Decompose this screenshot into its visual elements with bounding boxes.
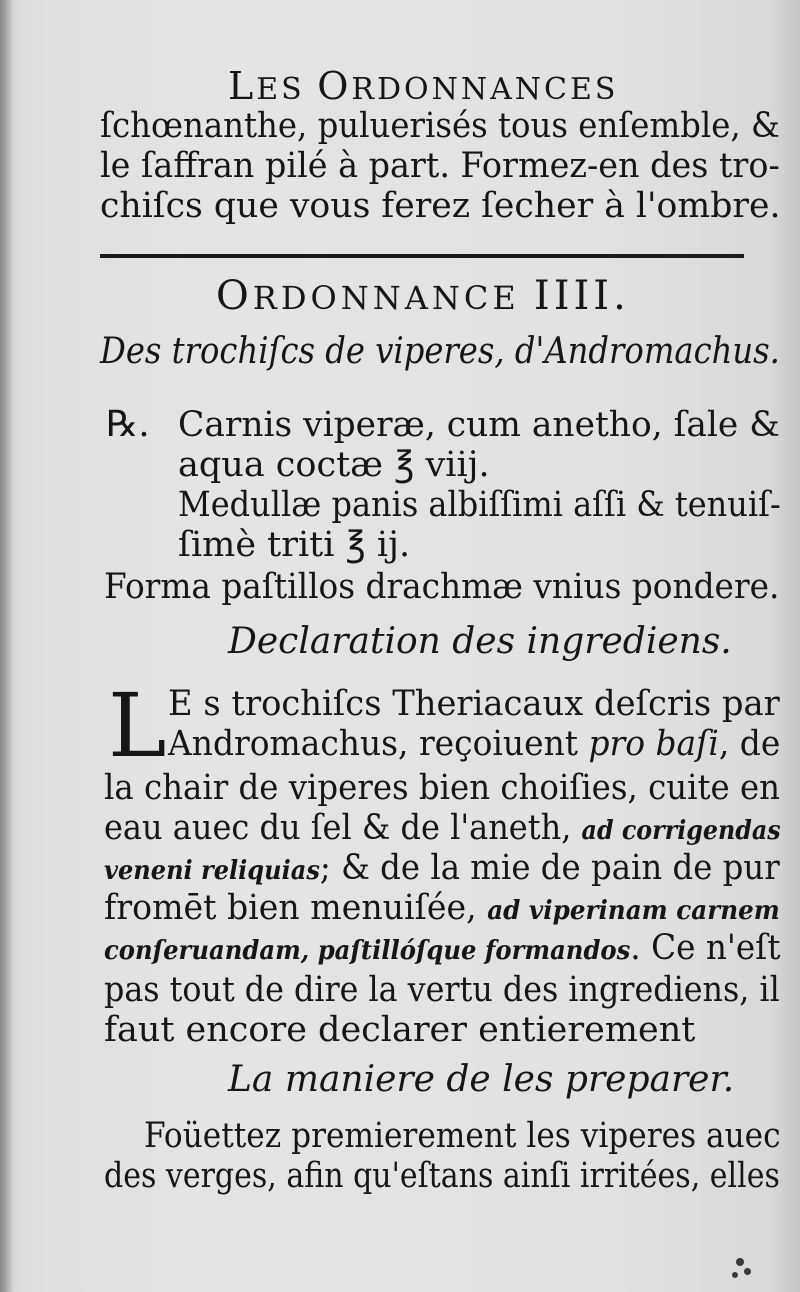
latin-phrase: conſeruandam, paſtillóſque formandos: [104, 936, 631, 966]
ordonnance-subtitle: Des trochiſcs de viperes, d'Andromachus.: [100, 331, 780, 372]
running-head-text: RDONNANCES: [351, 72, 619, 107]
text-run: eau auec du ſel & de l'aneth,: [104, 808, 582, 848]
declaration-heading: Declaration des ingrediens.: [228, 621, 732, 662]
latin-phrase: ad corrigendas: [581, 816, 781, 846]
latin-phrase: veneni reliquias: [104, 856, 320, 886]
declaration-line: E s trochiſcs Theriacaux deſcris par: [168, 684, 780, 724]
text-line: chiſcs que vous ferez ſecher à l'ombre.: [100, 186, 781, 226]
declaration-line: [104, 808, 781, 851]
text-line: le ſaffran pilé à part. Formez-en des tro-: [100, 146, 780, 186]
ordonnance-title: [216, 273, 630, 319]
running-head-cap: L: [228, 64, 257, 108]
declaration-line: faut encore declarer entierement: [104, 1010, 696, 1050]
declaration-line: [104, 888, 780, 931]
text-run: fromēt bien menuiſée,: [104, 888, 488, 928]
text-run: ; & de la mie de pain de pur: [319, 848, 780, 888]
declaration-line: [168, 724, 780, 764]
prescription-line: Carnis viperæ, cum anetho, ſale &: [178, 405, 780, 445]
text-line: ſchœnanthe, puluerisés tous enſemble, &: [100, 106, 780, 146]
running-head-text: ES: [256, 72, 318, 107]
latin-phrase: pro baſi: [588, 724, 719, 764]
ink-speck: [736, 1258, 744, 1266]
ink-speck: [744, 1268, 751, 1275]
title-number: IIII.: [533, 273, 630, 319]
running-head: [228, 66, 618, 110]
drop-cap: L: [108, 674, 167, 777]
manner-heading: La maniere de les preparer.: [228, 1059, 735, 1100]
title-text: RDONNANCE: [252, 279, 534, 317]
declaration-line: la chair de viperes bien choiſies, cuite en: [104, 768, 781, 808]
recipe-symbol: ℞.: [106, 404, 150, 445]
running-head-cap: O: [317, 64, 352, 108]
section-divider: [100, 254, 744, 258]
page-gutter-shadow: [0, 0, 14, 1292]
text-run: Andromachus, reçoiuent: [168, 724, 589, 764]
text-run: . Ce n'eſt: [630, 928, 781, 968]
declaration-line: [104, 848, 780, 891]
prescription-line: Medullæ panis albiſſimi aſſi & tenuiſ-: [178, 485, 781, 525]
title-cap: O: [216, 273, 253, 319]
prescription-final-line: Forma paſtillos drachmæ vnius pondere.: [104, 567, 780, 607]
prescription-line: aqua coctæ ℥ viij.: [178, 445, 490, 485]
latin-phrase: ad viperinam carnem: [487, 896, 780, 926]
text-line: des verges, afin qu'eſtans ainſi irritées, elles: [104, 1156, 780, 1196]
text-run: , de: [718, 724, 781, 764]
text-line: Foüettez premierement les viperes auec: [144, 1116, 781, 1156]
ink-speck: [732, 1272, 738, 1278]
declaration-line: [104, 928, 780, 971]
declaration-line: pas tout de dire la vertu des ingrediens, il: [104, 970, 780, 1010]
prescription-line: ſimè triti ℥ ij.: [178, 525, 411, 565]
